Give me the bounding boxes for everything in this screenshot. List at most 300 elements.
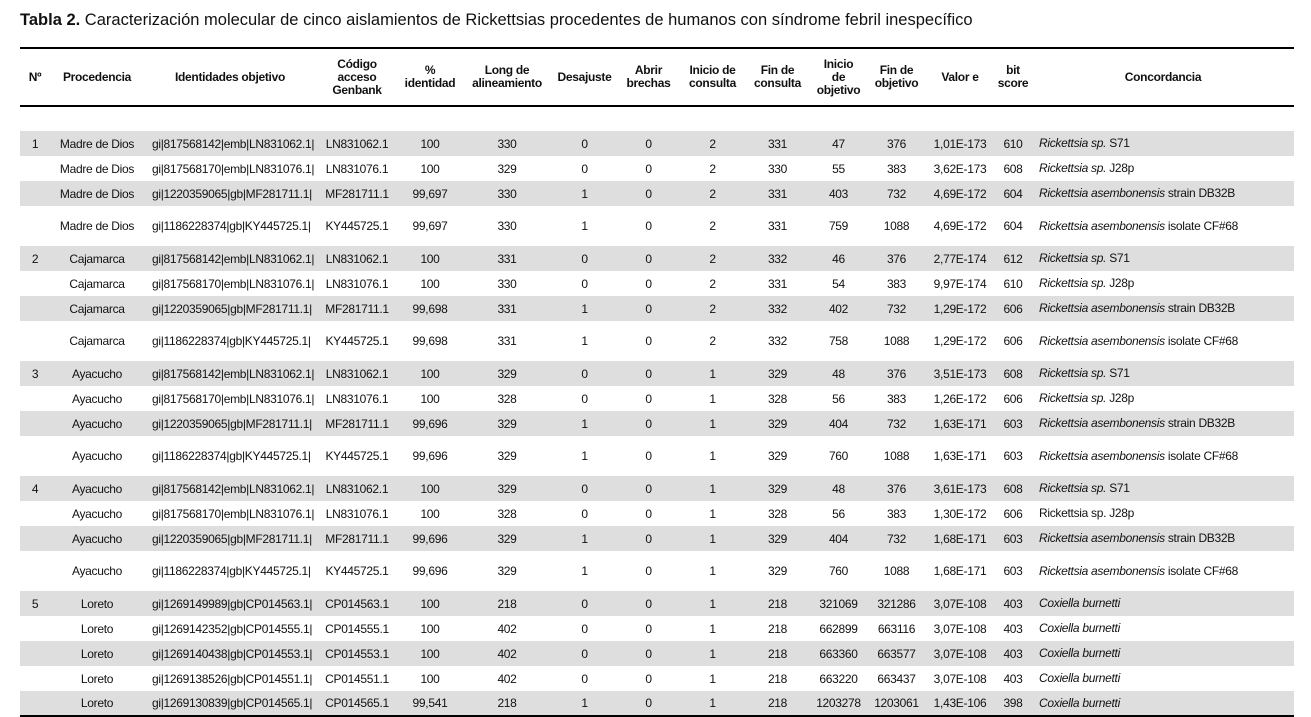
cell-inicio-objetivo: 321069 — [810, 591, 867, 616]
cell-identidad-objetivo: gi|1220359065|gb|MF281711.1| — [144, 526, 316, 551]
cell-fin-consulta: 218 — [745, 641, 810, 666]
cell-long: 330 — [497, 219, 517, 233]
cell-inicio-consulta: 1 — [709, 391, 716, 406]
cell-abrir: 0 — [645, 334, 652, 348]
cell-procedencia: Madre de Dios — [59, 161, 135, 176]
cell-desajuste: 1 — [581, 219, 588, 233]
cell-valor-e: 1,43E-106 — [926, 691, 994, 716]
cell-identidad-objetivo: gi|1220359065|gb|MF281711.1| — [144, 296, 316, 321]
cell-procedencia: Ayacucho — [50, 361, 144, 386]
cell-inicio-objetivo: 662899 — [819, 621, 858, 636]
cell-n — [20, 206, 50, 246]
cell-codigo: LN831062.1 — [316, 476, 398, 501]
cell-concordancia — [1032, 476, 1294, 501]
concordancia-species: Rickettsia sp. — [1039, 366, 1107, 380]
cell-bit-score: 606 — [994, 296, 1032, 321]
concordancia-detail: isolate CF#68 — [1164, 218, 1239, 233]
cell-bit-score: 603 — [1003, 449, 1023, 463]
cell-fin-objetivo: 383 — [886, 161, 907, 176]
cell-long: 330 — [462, 131, 552, 156]
cell-concordancia — [1032, 361, 1294, 386]
cell-n — [20, 156, 50, 181]
cell-concordancia — [1032, 526, 1294, 551]
table-row — [20, 591, 1294, 616]
cell-inicio-objetivo: 404 — [810, 411, 867, 436]
cell-abrir: 0 — [617, 476, 680, 501]
header-row — [20, 48, 1294, 106]
cell-long: 328 — [497, 391, 517, 406]
cell-codigo: LN831076.1 — [325, 391, 389, 406]
cell-procedencia: Cajamarca — [69, 334, 125, 348]
concordancia-detail: strain DB32B — [1164, 531, 1235, 545]
cell-inicio-objetivo: 48 — [810, 361, 867, 386]
cell-fin-objetivo: 383 — [886, 276, 907, 291]
header-identidades: Identidades objetivo — [144, 48, 316, 106]
cell-inicio-consulta: 2 — [680, 131, 745, 156]
cell-codigo: LN831076.1 — [325, 506, 389, 521]
cell-valor-e: 1,01E-173 — [926, 131, 994, 156]
cell-n — [20, 181, 50, 206]
cell-identidad-objetivo: gi|817568142|emb|LN831062.1| — [144, 131, 316, 156]
cell-inicio-objetivo: 48 — [810, 476, 867, 501]
cell-identidad-objetivo: gi|817568170|emb|LN831076.1| — [152, 391, 315, 406]
cell-inicio-objetivo: 46 — [810, 246, 867, 271]
cell-long: 331 — [462, 296, 552, 321]
cell-fin-consulta: 218 — [745, 591, 810, 616]
cell-fin-consulta: 328 — [767, 506, 788, 521]
cell-n — [20, 616, 50, 641]
cell-abrir: 0 — [645, 161, 652, 176]
cell-inicio-consulta: 2 — [709, 219, 716, 233]
cell-fin-consulta: 330 — [767, 161, 788, 176]
cell-identidad-objetivo: gi|1220359065|gb|MF281711.1| — [144, 411, 316, 436]
cell-procedencia: Ayacucho — [50, 526, 144, 551]
cell-concordancia — [1032, 156, 1294, 181]
cell-inicio-consulta: 1 — [680, 476, 745, 501]
cell-concordancia — [1032, 436, 1294, 476]
cell-identidad-objetivo: gi|1186228374|gb|KY445725.1| — [152, 334, 311, 348]
cell-inicio-consulta: 1 — [680, 361, 745, 386]
table-row — [20, 296, 1294, 321]
cell-inicio-consulta: 2 — [709, 334, 716, 348]
cell-porcentaje: 100 — [398, 361, 462, 386]
cell-fin-objetivo: 383 — [886, 391, 907, 406]
cell-fin-consulta: 218 — [767, 671, 788, 686]
cell-inicio-consulta: 2 — [680, 246, 745, 271]
cell-long: 329 — [497, 161, 517, 176]
cell-abrir: 0 — [645, 449, 652, 463]
cell-fin-consulta: 332 — [767, 334, 788, 348]
cell-identidad-objetivo: gi|817568142|emb|LN831062.1| — [144, 361, 316, 386]
cell-inicio-objetivo: 760 — [828, 564, 849, 578]
cell-porcentaje: 99,541 — [398, 691, 462, 716]
cell-concordancia — [1032, 321, 1294, 361]
cell-codigo: MF281711.1 — [316, 526, 398, 551]
cell-concordancia — [1032, 181, 1294, 206]
concordancia-species: Rickettsia sp. — [1039, 161, 1107, 175]
cell-concordancia — [1032, 411, 1294, 436]
cell-n: 5 — [20, 591, 50, 616]
cell-abrir: 0 — [617, 181, 680, 206]
cell-fin-objetivo: 321286 — [867, 591, 926, 616]
cell-codigo: CP014555.1 — [325, 621, 389, 636]
cell-long: 402 — [497, 621, 517, 636]
cell-desajuste: 1 — [581, 334, 588, 348]
concordancia-species: Rickettsia asembonensis — [1039, 186, 1165, 200]
cell-procedencia: Ayacucho — [71, 564, 123, 578]
cell-valor-e: 3,07E-108 — [933, 621, 987, 636]
concordancia-detail: S71 — [1106, 481, 1130, 495]
concordancia-detail: J28p — [1106, 276, 1135, 290]
cell-inicio-objetivo: 402 — [810, 296, 867, 321]
cell-procedencia: Loreto — [50, 591, 144, 616]
caption-label: Tabla 2. — [20, 11, 81, 29]
table-row — [20, 181, 1294, 206]
concordancia-species: Rickettsia sp. — [1039, 481, 1107, 495]
cell-bit-score: 603 — [994, 526, 1032, 551]
cell-long: 218 — [462, 691, 552, 716]
table-row — [20, 156, 1294, 181]
table-row — [20, 131, 1294, 156]
cell-identidad-objetivo: gi|817568142|emb|LN831062.1| — [144, 476, 316, 501]
cell-inicio-objetivo: 1203278 — [810, 691, 867, 716]
cell-n — [20, 666, 50, 691]
cell-fin-consulta: 218 — [767, 621, 788, 636]
cell-identidad-objetivo: gi|817568142|emb|LN831062.1| — [144, 246, 316, 271]
cell-codigo: MF281711.1 — [316, 181, 398, 206]
cell-identidad-objetivo: gi|1186228374|gb|KY445725.1| — [152, 564, 311, 578]
cell-desajuste: 0 — [581, 671, 588, 686]
cell-fin-consulta: 331 — [767, 276, 788, 291]
cell-codigo: LN831062.1 — [316, 131, 398, 156]
cell-n — [20, 551, 50, 591]
cell-inicio-consulta: 1 — [709, 449, 716, 463]
cell-desajuste: 0 — [581, 506, 588, 521]
cell-inicio-objetivo: 56 — [832, 506, 845, 521]
cell-bit-score: 403 — [994, 641, 1032, 666]
cell-procedencia: Cajamarca — [69, 276, 125, 291]
cell-bit-score: 603 — [994, 411, 1032, 436]
table-row — [20, 551, 1294, 591]
cell-concordancia — [1032, 246, 1294, 271]
cell-valor-e: 2,77E-174 — [926, 246, 994, 271]
cell-porcentaje: 100 — [420, 621, 440, 636]
concordancia-species: Coxiella burnetti — [1039, 621, 1120, 635]
cell-abrir: 0 — [617, 296, 680, 321]
cell-fin-consulta: 329 — [745, 476, 810, 501]
cell-desajuste: 1 — [581, 564, 588, 578]
cell-bit-score: 403 — [1003, 621, 1023, 636]
cell-codigo: CP014563.1 — [316, 591, 398, 616]
cell-abrir: 0 — [617, 691, 680, 716]
cell-desajuste: 0 — [552, 246, 617, 271]
cell-desajuste: 1 — [581, 449, 588, 463]
cell-long: 329 — [462, 411, 552, 436]
table-row — [20, 526, 1294, 551]
concordancia-detail: strain DB32B — [1164, 301, 1235, 315]
cell-inicio-consulta: 1 — [709, 564, 716, 578]
cell-n: 2 — [20, 246, 50, 271]
cell-inicio-consulta: 1 — [680, 526, 745, 551]
cell-valor-e: 1,63E-171 — [933, 449, 987, 463]
cell-n — [20, 691, 50, 716]
table-row — [20, 691, 1294, 716]
cell-porcentaje: 100 — [398, 641, 462, 666]
cell-bit-score: 603 — [1003, 564, 1023, 578]
cell-bit-score: 608 — [1003, 161, 1023, 176]
cell-fin-consulta: 329 — [745, 411, 810, 436]
cell-procedencia: Ayacucho — [50, 476, 144, 501]
cell-porcentaje: 99,697 — [412, 219, 448, 233]
cell-procedencia: Cajamarca — [50, 246, 144, 271]
cell-identidad-objetivo: gi|1269130839|gb|CP014565.1| — [144, 691, 316, 716]
cell-valor-e: 4,69E-172 — [933, 219, 987, 233]
cell-desajuste: 0 — [552, 476, 617, 501]
cell-concordancia — [1032, 641, 1294, 666]
cell-codigo: KY445725.1 — [325, 334, 389, 348]
cell-n: 4 — [20, 476, 50, 501]
cell-n — [20, 296, 50, 321]
cell-porcentaje: 99,696 — [398, 526, 462, 551]
cell-porcentaje: 99,698 — [398, 296, 462, 321]
header-valor-e: Valor e — [926, 48, 994, 106]
cell-fin-consulta: 332 — [745, 296, 810, 321]
cell-long: 329 — [462, 476, 552, 501]
cell-inicio-consulta: 2 — [709, 276, 716, 291]
cell-desajuste: 0 — [552, 361, 617, 386]
header-concordancia: Concordancia — [1032, 48, 1294, 106]
cell-identidad-objetivo: gi|1269138526|gb|CP014551.1| — [152, 671, 313, 686]
cell-n — [20, 526, 50, 551]
cell-abrir: 0 — [645, 621, 652, 636]
cell-concordancia — [1032, 296, 1294, 321]
cell-desajuste: 1 — [552, 181, 617, 206]
header-bit-score: bit score — [994, 48, 1032, 106]
cell-procedencia: Madre de Dios — [50, 131, 144, 156]
cell-fin-consulta: 328 — [767, 391, 788, 406]
cell-n — [20, 321, 50, 361]
cell-fin-consulta: 329 — [767, 564, 788, 578]
cell-codigo: LN831076.1 — [325, 276, 389, 291]
cell-fin-objetivo: 1203061 — [867, 691, 926, 716]
table-body — [20, 106, 1294, 716]
cell-procedencia: Madre de Dios — [59, 219, 135, 233]
cell-identidad-objetivo: gi|817568170|emb|LN831076.1| — [152, 506, 315, 521]
cell-inicio-consulta: 1 — [680, 691, 745, 716]
cell-abrir: 0 — [617, 131, 680, 156]
cell-codigo: MF281711.1 — [316, 411, 398, 436]
cell-valor-e: 3,07E-108 — [933, 671, 987, 686]
cell-n: 3 — [20, 361, 50, 386]
cell-codigo: MF281711.1 — [316, 296, 398, 321]
cell-porcentaje: 99,696 — [412, 449, 448, 463]
cell-valor-e: 1,30E-172 — [933, 506, 987, 521]
cell-abrir: 0 — [617, 641, 680, 666]
cell-long: 330 — [497, 276, 517, 291]
cell-inicio-objetivo: 403 — [810, 181, 867, 206]
cell-abrir: 0 — [617, 246, 680, 271]
cell-n — [20, 411, 50, 436]
cell-bit-score: 610 — [994, 131, 1032, 156]
cell-fin-consulta: 331 — [745, 131, 810, 156]
header-abrir: Abrir brechas — [617, 48, 680, 106]
cell-desajuste: 0 — [552, 131, 617, 156]
table-row — [20, 361, 1294, 386]
cell-bit-score: 403 — [994, 591, 1032, 616]
cell-procedencia: Ayacucho — [71, 391, 123, 406]
cell-porcentaje: 99,698 — [412, 334, 448, 348]
cell-desajuste: 0 — [581, 621, 588, 636]
cell-identidad-objetivo: gi|1220359065|gb|MF281711.1| — [144, 181, 316, 206]
cell-inicio-consulta: 1 — [709, 621, 716, 636]
cell-valor-e: 1,29E-172 — [926, 296, 994, 321]
cell-procedencia: Loreto — [80, 621, 114, 636]
table-row — [20, 411, 1294, 436]
cell-identidad-objetivo: gi|817568170|emb|LN831076.1| — [152, 161, 315, 176]
cell-desajuste: 0 — [581, 391, 588, 406]
cell-n — [20, 386, 50, 411]
cell-desajuste: 1 — [552, 296, 617, 321]
table-row — [20, 321, 1294, 361]
cell-n — [20, 271, 50, 296]
cell-fin-consulta: 218 — [745, 691, 810, 716]
cell-inicio-objetivo: 55 — [832, 161, 845, 176]
cell-bit-score: 606 — [1003, 334, 1023, 348]
cell-concordancia — [1032, 666, 1294, 691]
cell-fin-objetivo: 376 — [867, 246, 926, 271]
cell-desajuste: 1 — [552, 411, 617, 436]
cell-valor-e: 1,68E-171 — [926, 526, 994, 551]
cell-desajuste: 0 — [552, 641, 617, 666]
cell-bit-score: 610 — [1003, 276, 1023, 291]
concordancia-species: Rickettsia sp. — [1039, 251, 1107, 265]
cell-inicio-objetivo: 758 — [828, 334, 849, 348]
cell-long: 331 — [462, 246, 552, 271]
concordancia-detail: S71 — [1106, 136, 1130, 150]
cell-porcentaje: 100 — [398, 246, 462, 271]
cell-inicio-consulta: 1 — [680, 591, 745, 616]
cell-inicio-objetivo: 56 — [832, 391, 845, 406]
cell-porcentaje: 100 — [398, 476, 462, 501]
cell-porcentaje: 100 — [420, 276, 440, 291]
concordancia-detail: isolate CF#68 — [1164, 333, 1239, 348]
cell-concordancia — [1032, 386, 1294, 411]
concordancia-species: Rickettsia asembonensis — [1039, 218, 1165, 233]
cell-codigo: KY445725.1 — [325, 219, 389, 233]
cell-procedencia: Madre de Dios — [50, 181, 144, 206]
header-codigo: Código acceso Genbank — [316, 48, 398, 106]
cell-identidad-objetivo: gi|817568170|emb|LN831076.1| — [152, 276, 315, 291]
cell-valor-e: 4,69E-172 — [926, 181, 994, 206]
concordancia-species: Rickettsia asembonensis — [1039, 531, 1165, 545]
cell-valor-e: 1,63E-171 — [926, 411, 994, 436]
cell-long: 218 — [462, 591, 552, 616]
cell-codigo: KY445725.1 — [325, 564, 389, 578]
header-n: Nº — [20, 48, 50, 106]
cell-desajuste: 1 — [552, 526, 617, 551]
cell-concordancia — [1032, 131, 1294, 156]
cell-inicio-consulta: 1 — [709, 506, 716, 521]
cell-long: 402 — [497, 671, 517, 686]
cell-fin-objetivo: 732 — [867, 411, 926, 436]
table-row — [20, 666, 1294, 691]
cell-abrir: 0 — [617, 361, 680, 386]
cell-abrir: 0 — [645, 391, 652, 406]
cell-concordancia — [1032, 206, 1294, 246]
cell-inicio-objetivo: 663220 — [819, 671, 858, 686]
results-table — [20, 47, 1294, 717]
concordancia-species: Coxiella burnetti — [1039, 596, 1120, 610]
cell-bit-score: 606 — [1003, 391, 1023, 406]
cell-porcentaje: 100 — [398, 131, 462, 156]
cell-procedencia: Ayacucho — [71, 506, 123, 521]
concordancia-species: Rickettsia asembonensis — [1039, 563, 1165, 578]
cell-porcentaje: 100 — [398, 591, 462, 616]
cell-inicio-objetivo: 663360 — [810, 641, 867, 666]
cell-fin-objetivo: 732 — [867, 181, 926, 206]
cell-codigo: LN831062.1 — [316, 361, 398, 386]
cell-fin-objetivo: 376 — [867, 361, 926, 386]
cell-n: 1 — [20, 131, 50, 156]
cell-fin-objetivo: 663437 — [877, 671, 916, 686]
cell-fin-objetivo: 1088 — [883, 449, 910, 463]
cell-inicio-consulta: 1 — [680, 641, 745, 666]
header-fin-objetivo: Fin de objetivo — [867, 48, 926, 106]
table-row — [20, 436, 1294, 476]
cell-concordancia — [1032, 551, 1294, 591]
cell-valor-e: 1,26E-172 — [933, 391, 987, 406]
cell-fin-consulta: 329 — [767, 449, 788, 463]
cell-valor-e: 3,62E-173 — [933, 161, 987, 176]
cell-fin-objetivo: 1088 — [883, 334, 910, 348]
concordancia-species: Coxiella burnetti — [1039, 695, 1120, 710]
cell-long: 328 — [497, 506, 517, 521]
concordancia-detail: J28p — [1106, 391, 1135, 405]
cell-abrir: 0 — [645, 564, 652, 578]
cell-inicio-objetivo: 759 — [828, 219, 849, 233]
cell-procedencia: Loreto — [80, 671, 114, 686]
cell-abrir: 0 — [645, 219, 652, 233]
concordancia-species: Rickettsia asembonensis — [1039, 416, 1165, 430]
header-identidad: % identidad — [398, 48, 462, 106]
concordancia-detail: Rickettsia sp. J28p — [1039, 506, 1135, 520]
cell-porcentaje: 99,696 — [412, 564, 448, 578]
cell-bit-score: 398 — [994, 691, 1032, 716]
cell-codigo: CP014553.1 — [316, 641, 398, 666]
cell-porcentaje: 99,696 — [398, 411, 462, 436]
cell-fin-objetivo: 376 — [867, 131, 926, 156]
cell-inicio-consulta: 1 — [680, 411, 745, 436]
table-row — [20, 206, 1294, 246]
table-row — [20, 476, 1294, 501]
cell-codigo: CP014551.1 — [325, 671, 389, 686]
cell-desajuste: 1 — [552, 691, 617, 716]
cell-fin-objetivo: 663577 — [867, 641, 926, 666]
cell-concordancia — [1032, 271, 1294, 296]
cell-n — [20, 436, 50, 476]
cell-codigo: KY445725.1 — [325, 449, 389, 463]
cell-inicio-consulta: 2 — [709, 161, 716, 176]
cell-procedencia: Cajamarca — [50, 296, 144, 321]
cell-valor-e: 3,51E-173 — [926, 361, 994, 386]
cell-porcentaje: 100 — [420, 391, 440, 406]
cell-bit-score: 604 — [1003, 219, 1023, 233]
cell-long: 331 — [497, 334, 517, 348]
cell-fin-consulta: 329 — [745, 526, 810, 551]
cell-concordancia — [1032, 591, 1294, 616]
cell-abrir: 0 — [645, 506, 652, 521]
cell-long: 329 — [462, 526, 552, 551]
